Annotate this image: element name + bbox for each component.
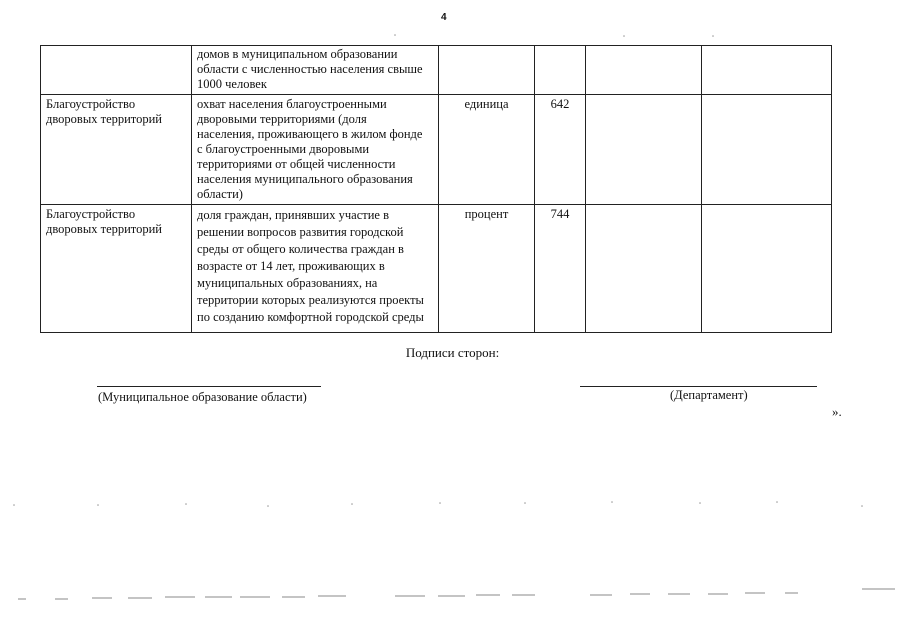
page-number: 4 bbox=[441, 12, 447, 23]
closing-quote-mark: ». bbox=[832, 404, 842, 419]
row-area-cell: Благоустройство дворовых территорий bbox=[41, 95, 192, 205]
left-signature-caption: (Муниципальное образование области) bbox=[98, 390, 307, 404]
row-area-cell: Благоустройство дворовых территорий bbox=[41, 205, 192, 333]
row-value-cell: 744 bbox=[535, 205, 586, 333]
row-unit-cell: единица bbox=[439, 95, 535, 205]
right-signature-caption: (Департамент) bbox=[670, 388, 748, 402]
row-value-cell: 642 bbox=[535, 95, 586, 205]
signatures-title: Подписи сторон: bbox=[405, 345, 500, 360]
row-indicator-cell: домов в муниципальном образовании области с численностью населения свыше 1000 человек bbox=[192, 46, 439, 95]
row-unit-cell: процент bbox=[439, 205, 535, 333]
row-indicator-cell: доля граждан, принявших участие в решении вопросов развития городской среды от общего количества граждан в возрасте от 14 лет, проживающих в муниципальных образованиях, на территории которых реализуются проекты по созданию комфортной городской среды bbox=[192, 205, 439, 333]
row-indicator-cell: охват населения благоустроенными дворовыми территориями (доля населения, проживающего в жилом фонде с благоустроенными дворовыми территориями от общей численности населения муниципального образования области) bbox=[192, 95, 439, 205]
